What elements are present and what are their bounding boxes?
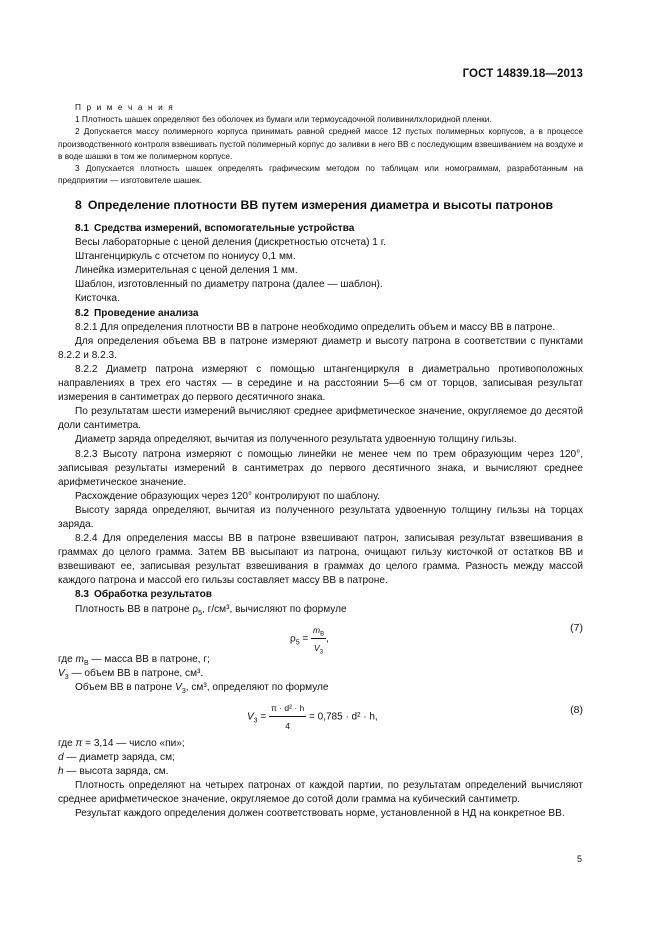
equipment-item: Кисточка.	[75, 293, 120, 305]
numerator: π · d² · h	[269, 701, 306, 717]
paragraph: 8.2.4 Для определения массы ВВ в патроне взвешивают патрон, записывая результат взвешивания в граммах до целого грамма. Затем ВВ высыпают из патрона, очищают гильзу кисточкой от остатков ВВ и взвешивают ее, записывая результат взвешивания в граммах до целого грамма. Разность между массой каждого патрона и массой его гильзы составляет массу ВВ в патроне.	[58, 533, 583, 587]
text: = 3,14 — число «пи»;	[82, 737, 185, 749]
section-heading	[75, 198, 553, 212]
paragraph: Диаметр заряда определяют, вычитая из полученного результата удвоенную толщину гильзы.	[75, 434, 517, 446]
symbol: d	[58, 752, 64, 763]
symbol: V	[58, 667, 65, 679]
where-line	[58, 737, 583, 751]
paragraph: 8.2.3 Высоту патрона измеряют с помощью линейки не менее чем по трем образующим через 120°, записывая результаты измерений в сантиметрах до первого десятичного знака, и вычисляют среднее арифметическое значение.	[58, 448, 583, 488]
formula-number: (8)	[570, 703, 583, 716]
numerator	[311, 623, 326, 639]
symbol: V	[247, 711, 254, 723]
section-number: 8	[75, 198, 82, 212]
formula-8-expression	[247, 701, 378, 733]
equals: =	[257, 711, 269, 723]
subscript: 3	[64, 673, 69, 681]
density-intro	[58, 603, 583, 617]
symbol: m	[75, 653, 84, 665]
symbol: V	[175, 681, 182, 693]
text: ,	[326, 633, 329, 645]
subsection-heading	[58, 588, 583, 602]
formula-number: (7)	[570, 621, 583, 634]
where-line	[58, 751, 583, 765]
notes-heading: П р и м е ч а н и я	[75, 102, 175, 112]
fraction	[311, 623, 326, 655]
text: = 0,785 · d² · h,	[306, 711, 378, 723]
symbol: m	[313, 624, 321, 635]
text: , г/см³, вычисляют по формуле	[202, 603, 347, 615]
paragraph: Расхождение образующих через 120° контролируют по шаблону.	[75, 490, 380, 502]
equipment-item: Шаблон, изготовленный по диаметру патрона (далее — шаблон).	[75, 279, 383, 291]
section-title: Определение плотности ВВ путем измерения диаметра и высоты патронов	[87, 198, 554, 212]
where-line	[58, 667, 583, 681]
text: — объем ВВ в патроне, см³.	[68, 667, 204, 679]
document-id: ГОСТ 14839.18—2013	[462, 68, 583, 80]
note-item: 1 Плотность шашек определяют без оболочек из бумаги или термоусадочной поливинилхлоридной пленки.	[75, 114, 492, 125]
denominator: 4	[285, 721, 290, 731]
paragraph: Плотность определяют на четырех патронах от каждой партии, по результатам определений вычисляют среднее арифметическое значение, округляемое до сотой доли грамма на кубический сантиметр.	[58, 780, 583, 806]
subsection-title: Средства измерений, вспомогательные устройства	[94, 223, 355, 234]
paragraph: Высоту заряда определяют, вычитая из полученного результата удвоенную толщину гильзы на торцах заряда.	[58, 504, 583, 530]
subscript: В	[320, 631, 325, 638]
symbol: V	[314, 642, 320, 653]
where-line	[58, 765, 583, 779]
note-item: 2 Допускается массу полимерного корпуса принимать равной средней массе 12 пустых полимерных корпусов, а в процессе производственного контроля взвешивать пустой полимерный корпус до заливки в него ВВ с последующим взвешиванием на воздухе и в воде шашки в том же полимерном корпусе.	[58, 126, 583, 161]
subscript: 3	[181, 687, 186, 695]
paragraph: Для определения объема ВВ в патроне измеряют диаметр и высоту патрона в соответствии с пунктами 8.2.2 и 8.2.3.	[58, 335, 583, 361]
symbol: h	[58, 766, 64, 778]
formula-7	[58, 617, 583, 656]
paragraph: Результат каждого определения должен соответствовать норме, установленной в НД на конкретное ВВ.	[75, 808, 565, 820]
symbol: π	[75, 737, 83, 749]
subscript: 3	[253, 717, 258, 725]
text: где	[58, 737, 76, 749]
equals: =	[299, 633, 312, 645]
formula-7-expression	[290, 623, 329, 655]
text: — диаметр заряда, см;	[63, 752, 175, 763]
section-body	[58, 222, 583, 821]
note-item: 3 Допускается плотность шашек определять графическим методом по таблицам или номограммам, разработанным на предприятии — изготовителе шашек.	[58, 163, 583, 186]
subsection-number: 8.3	[75, 589, 90, 601]
text: Объем ВВ в патроне	[75, 681, 176, 693]
subsection-title: Проведение анализа	[94, 307, 199, 319]
equipment-item: Весы лабораторные с ценой деления (дискретностью отсчета) 1 г.	[75, 237, 386, 249]
subscript: 3	[319, 649, 324, 656]
equipment-item: Штангенциркуль с отсчетом по нониусу 0,1 мм.	[75, 251, 296, 263]
equipment-item: Линейка измерительная с ценой деления 1 мм.	[75, 265, 298, 277]
subsection-heading	[58, 222, 583, 236]
paragraph: 8.2.2 Диаметр патрона измеряют с помощью штангенциркуля в диаметрально противоположных направлениях в трех его частях — в середине и на расстоянии 5—6 см от торцов, записывая результат измерения в сантиметрах до первого десятичного знака.	[58, 363, 583, 404]
formula-8	[58, 695, 583, 737]
paragraph: По результатам шести измерений вычисляют среднее арифметическое значение, округляемое до десятой доли сантиметра.	[58, 406, 583, 432]
symbol: ρ	[290, 633, 296, 645]
volume-intro	[58, 681, 583, 695]
denominator	[311, 639, 326, 655]
page-number: 5	[576, 854, 582, 864]
subsection-number: 8.1	[75, 223, 90, 234]
subscript: В	[83, 659, 89, 667]
subsection-title: Обработка результатов	[94, 589, 212, 601]
symbol: ρ	[192, 603, 199, 615]
paragraph: 8.2.1 Для определения плотности ВВ в патроне необходимо определить объем и массу ВВ в патроне.	[75, 321, 556, 333]
subscript: 5	[198, 609, 203, 617]
subsection-number: 8.2	[75, 307, 90, 319]
subsection-heading	[58, 307, 583, 321]
subscript: 5	[295, 639, 300, 647]
fraction	[269, 701, 306, 733]
text: , см³, определяют по формуле	[185, 681, 329, 693]
text: — масса ВВ в патроне, г;	[88, 653, 210, 665]
notes-block	[58, 101, 583, 186]
text: — высота заряда, см.	[63, 766, 169, 778]
text: где	[58, 653, 76, 665]
text: Плотность ВВ в патроне	[75, 603, 193, 615]
